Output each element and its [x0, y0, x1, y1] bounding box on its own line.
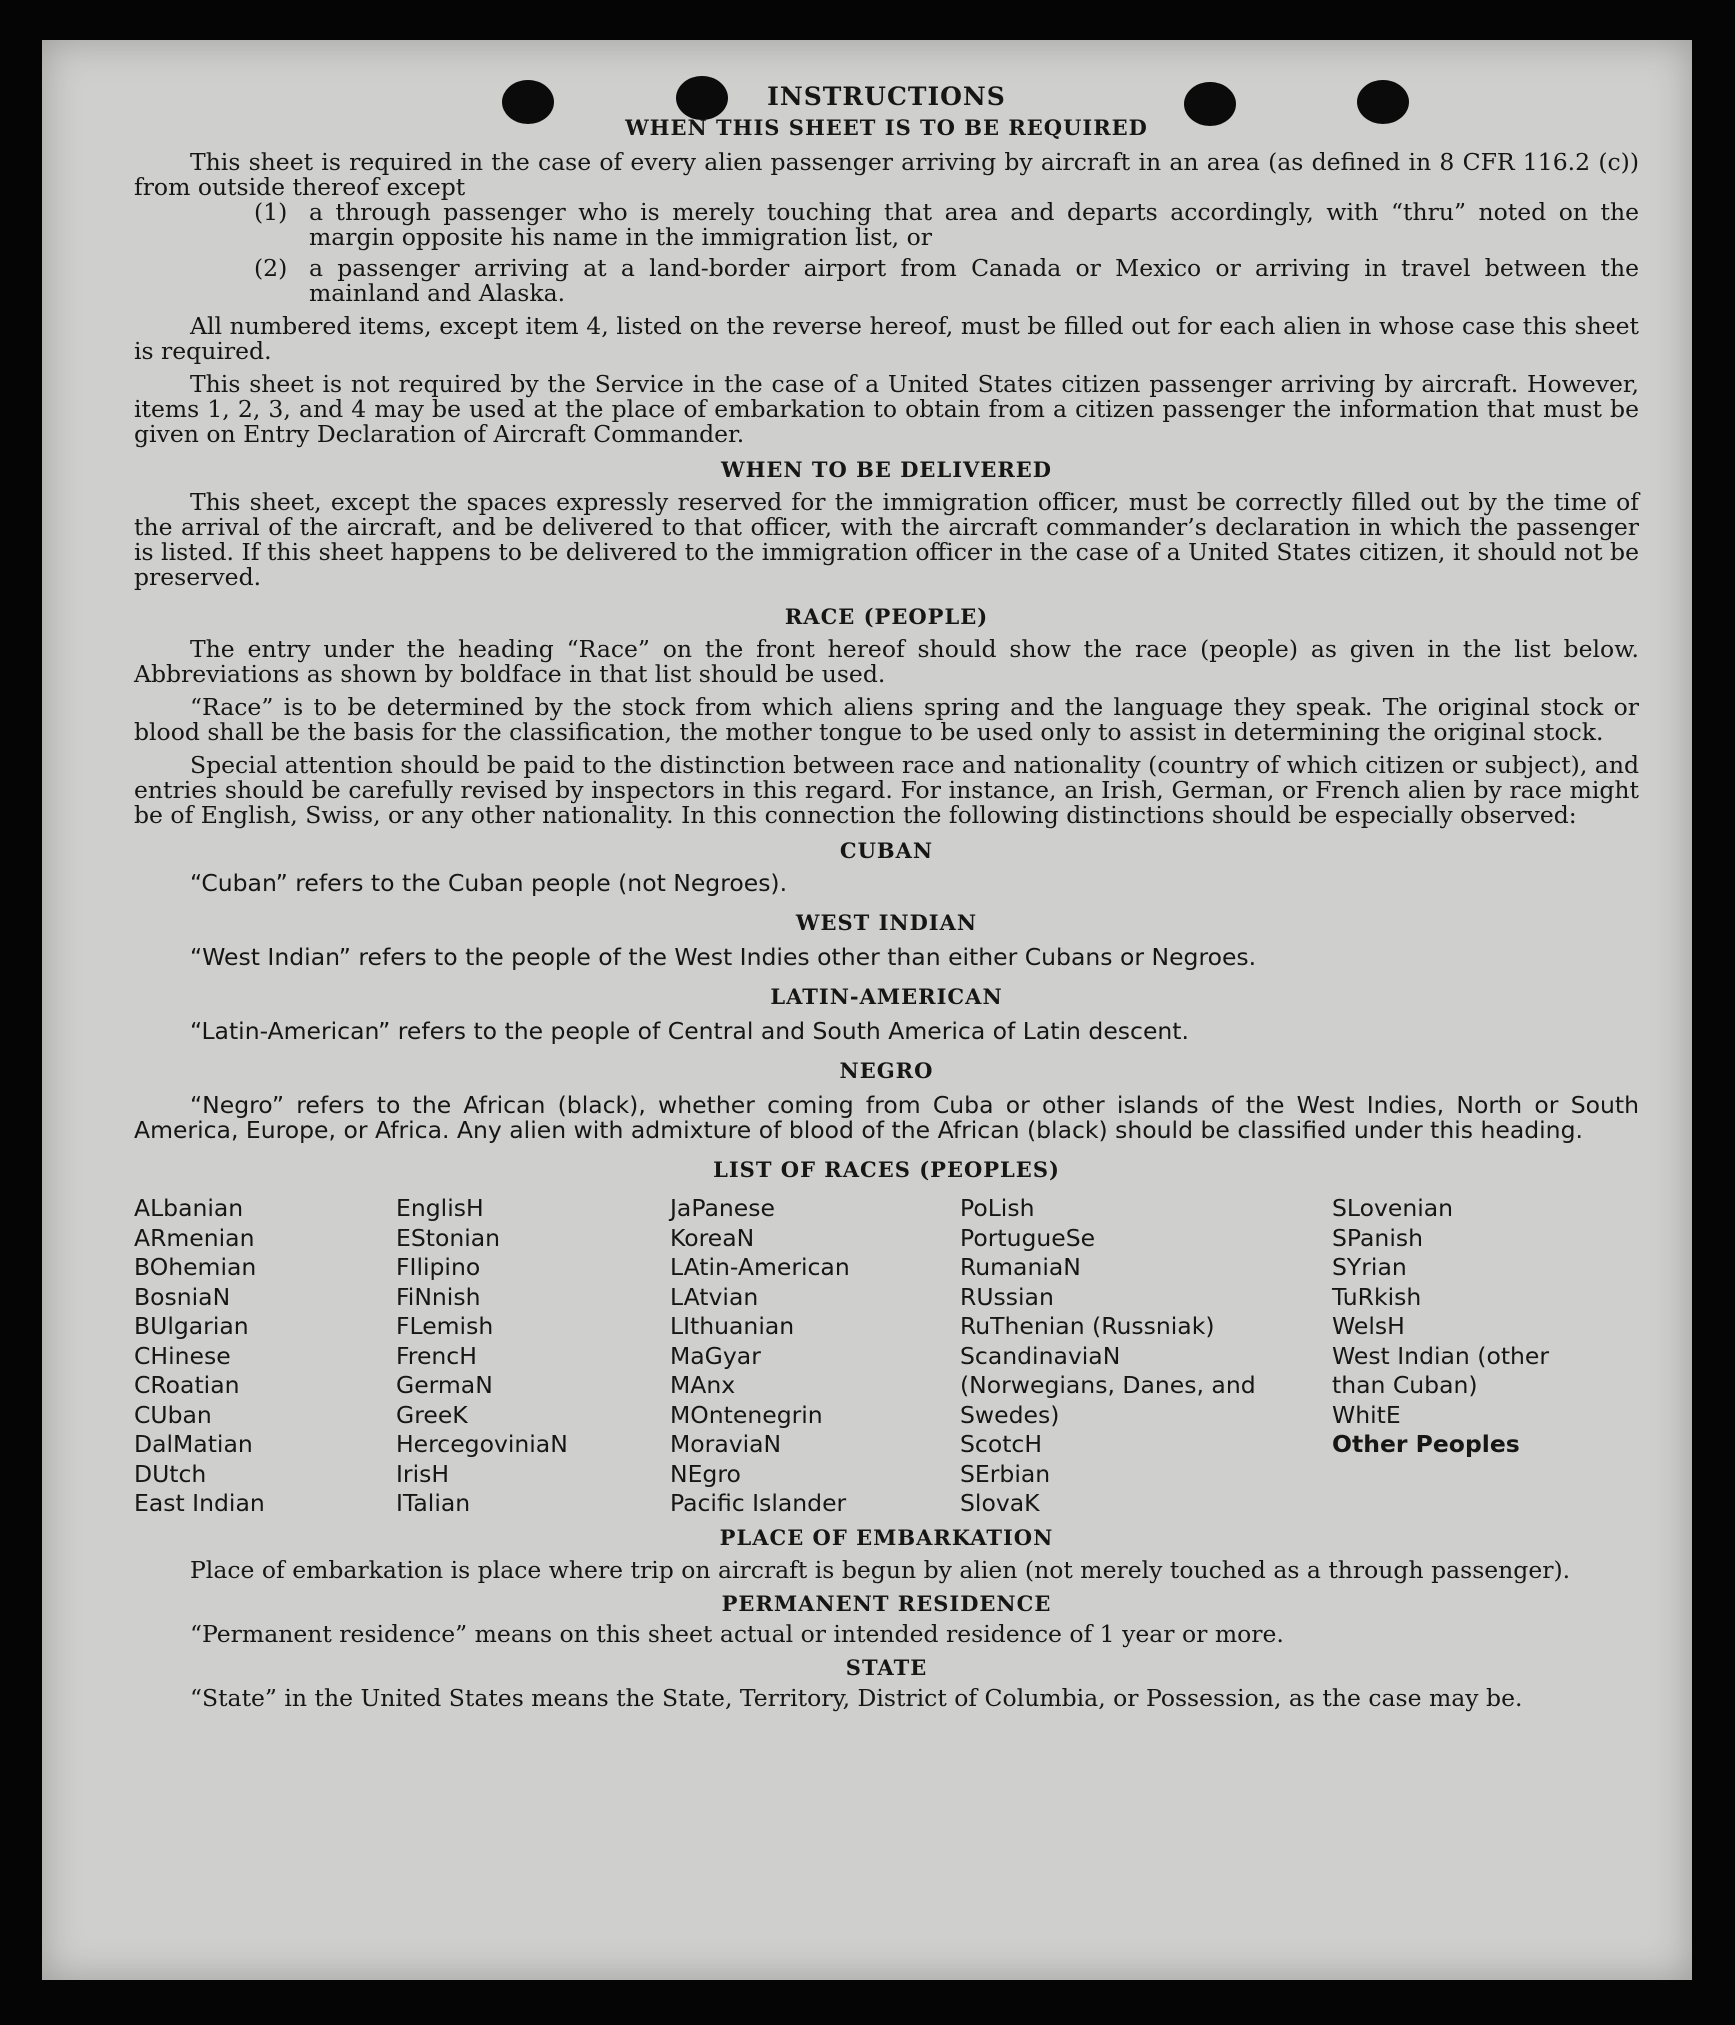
item-number: (1)	[254, 198, 288, 226]
race-item: SPanish	[1332, 1223, 1423, 1252]
race-item: RUssian	[960, 1282, 1054, 1311]
paragraph-west-indian: “West Indian” refers to the people of the West Indies other than either Cubans or Negroes.	[190, 943, 1257, 971]
race-item: FrencH	[396, 1341, 477, 1370]
heading-state: STATE	[845, 1654, 928, 1680]
race-item: SErbian	[960, 1459, 1051, 1488]
race-item: Other Peoples	[1332, 1430, 1520, 1458]
race-item: MOntenegrin	[670, 1400, 823, 1429]
paragraph-race-distinction: Special attention should be paid to the distinction between race and nationality (country of which citizen or subject), and entries should be carefully revised by inspectors in this regard. For instance, an Irish, German, or French alien by race might be of English, Swiss, or any other nationality. In this connection the following distinctions should be especially observed:	[134, 751, 1639, 829]
page-title: INSTRUCTIONS	[767, 82, 1006, 111]
heading-when-delivered: WHEN TO BE DELIVERED	[720, 457, 1052, 482]
race-item: SlovaK	[960, 1489, 1040, 1517]
document-content	[134, 84, 1639, 1711]
paragraph-numbered-items: All numbered items, except item 4, listed on the reverse hereof, must be filled out for each alien in whose case this sheet is required.	[134, 312, 1639, 365]
race-item: TuRkish	[1332, 1282, 1422, 1311]
paragraph-state: “State” in the United States means the State, Territory, District of Columbia, or Possession, as the case may be.	[190, 1683, 1523, 1712]
race-item: ITalian	[396, 1489, 471, 1517]
race-item: DUtch	[134, 1459, 207, 1488]
paragraph-cuban: “Cuban” refers to the Cuban people (not Negroes).	[190, 869, 788, 897]
race-item: EnglisH	[396, 1194, 484, 1222]
paragraph-race-entry: The entry under the heading “Race” on the front hereof should show the race (people) as given in the list below. Abbreviations as shown by boldface in that list should be used.	[134, 635, 1639, 688]
races-column-5	[1332, 1194, 1612, 1519]
race-item: RuThenian (Russniak)	[960, 1312, 1215, 1340]
heading-place-of-embarkation: PLACE OF EMBARKATION	[719, 1524, 1054, 1550]
item-number: (2)	[254, 254, 288, 282]
heading-when-required: WHEN THIS SHEET IS TO BE REQUIRED	[625, 115, 1148, 140]
paragraph-delivered: This sheet, except the spaces expressly reserved for the immigration officer, must be correctly filled out by the time of the arrival of the aircraft, and be delivered to that officer, with the aircraft commander’s declaration in which the passenger is listed. If this sheet happens to be delivered to the immigration officer in the case of a United States citizen, it should not be preserved.	[134, 488, 1639, 591]
heading-west-indian: WEST INDIAN	[795, 910, 978, 935]
heading-permanent-residence: PERMANENT RESIDENCE	[721, 1590, 1052, 1616]
paragraph-required-intro: This sheet is required in the case of every alien passenger arriving by aircraft in an area (as defined in 8 CFR 116.2 (c)) from outside thereof except	[134, 148, 1639, 201]
race-item: GreeK	[396, 1400, 468, 1429]
paragraph-embarkation: Place of embarkation is place where trip on aircraft is begun by alien (not merely touched as a through passenger).	[190, 1555, 1571, 1584]
race-item: WhitE	[1332, 1400, 1401, 1429]
race-item: BOhemian	[134, 1253, 257, 1281]
heading-latin-american: LATIN-AMERICAN	[770, 984, 1003, 1009]
paragraph-negro: “Negro” refers to the African (black), whether coming from Cuba or other islands of the West Indies, North or South America, Europe, or Africa. Any alien with admixture of blood of the African (black) should be classified under this heading.	[134, 1091, 1639, 1144]
race-item: SLovenian	[1332, 1194, 1454, 1222]
heading-race: RACE (PEOPLE)	[784, 604, 989, 629]
race-item: HercegoviniaN	[396, 1430, 568, 1458]
race-item: ALbanian	[134, 1194, 244, 1222]
race-item: ScotcH	[960, 1430, 1043, 1458]
race-item: FLemish	[396, 1312, 494, 1340]
race-item: GermaN	[396, 1371, 493, 1399]
race-item: CHinese	[134, 1341, 231, 1370]
race-item: East Indian	[134, 1489, 265, 1517]
race-item: ScandinaviaN (Norwegians, Danes, and Swedes)	[960, 1341, 1256, 1429]
race-item: FIlipino	[396, 1253, 481, 1281]
list-item-exception-2	[254, 256, 1639, 306]
race-item: FiNnish	[396, 1282, 481, 1311]
race-item: MAnx	[670, 1371, 736, 1399]
race-item: RumaniaN	[960, 1253, 1081, 1281]
race-item: LAtvian	[670, 1282, 759, 1311]
race-item: KoreaN	[670, 1223, 755, 1252]
race-item: West Indian (other than Cuban)	[1332, 1341, 1550, 1399]
race-item: IrisH	[396, 1459, 450, 1488]
item-text: a passenger arriving at a land-border airport from Canada or Mexico or arriving in travel between the mainland and Alaska.	[309, 254, 1639, 307]
race-item: NEgro	[670, 1459, 741, 1488]
race-item: ARmenian	[134, 1223, 255, 1252]
race-item: JaPanese	[670, 1194, 775, 1222]
races-column-3	[670, 1194, 960, 1519]
races-list	[134, 1194, 1639, 1519]
heading-cuban: CUBAN	[839, 838, 934, 863]
races-column-1	[134, 1194, 396, 1519]
races-column-2	[396, 1194, 670, 1519]
race-item: SYrian	[1332, 1253, 1407, 1281]
paragraph-race-determination: “Race” is to be determined by the stock from which aliens spring and the language they speak. The original stock or blood shall be the basis for the classification, the mother tongue to be used only to assist in determining the original stock.	[134, 693, 1639, 746]
item-text: a through passenger who is merely touching that area and departs accordingly, with “thru” noted on the margin opposite his name in the immigration list, or	[309, 198, 1639, 251]
race-item: BosniaN	[134, 1282, 231, 1311]
paragraph-latin-american: “Latin-American” refers to the people of Central and South America of Latin descent.	[190, 1017, 1189, 1045]
paragraph-residence: “Permanent residence” means on this sheet actual or intended residence of 1 year or more.	[190, 1619, 1284, 1648]
race-item: Pacific Islander	[670, 1489, 847, 1517]
race-item: MaGyar	[670, 1341, 761, 1370]
heading-list-of-races: LIST OF RACES (PEOPLES)	[713, 1157, 1060, 1182]
race-item: PoLish	[960, 1194, 1035, 1222]
race-item: CRoatian	[134, 1371, 240, 1399]
race-item: EStonian	[396, 1223, 501, 1252]
race-item: LAtin-American	[670, 1253, 850, 1281]
paragraph-citizen: This sheet is not required by the Service in the case of a United States citizen passenger arriving by aircraft. However, items 1, 2, 3, and 4 may be used at the place of embarkation to obtain from a citizen passenger the information that must be given on Entry Declaration of Aircraft Commander.	[134, 370, 1639, 448]
race-item: WelsH	[1332, 1312, 1405, 1340]
heading-negro: NEGRO	[839, 1058, 934, 1083]
race-item: CUban	[134, 1400, 212, 1429]
race-item: DalMatian	[134, 1430, 253, 1458]
list-item-exception-1	[254, 200, 1639, 250]
race-item: MoraviaN	[670, 1430, 782, 1458]
race-item: PortugueSe	[960, 1223, 1096, 1252]
races-column-4	[960, 1194, 1332, 1519]
document-sheet	[42, 40, 1692, 1980]
race-item: BUlgarian	[134, 1312, 249, 1340]
race-item: LIthuanian	[670, 1312, 795, 1340]
